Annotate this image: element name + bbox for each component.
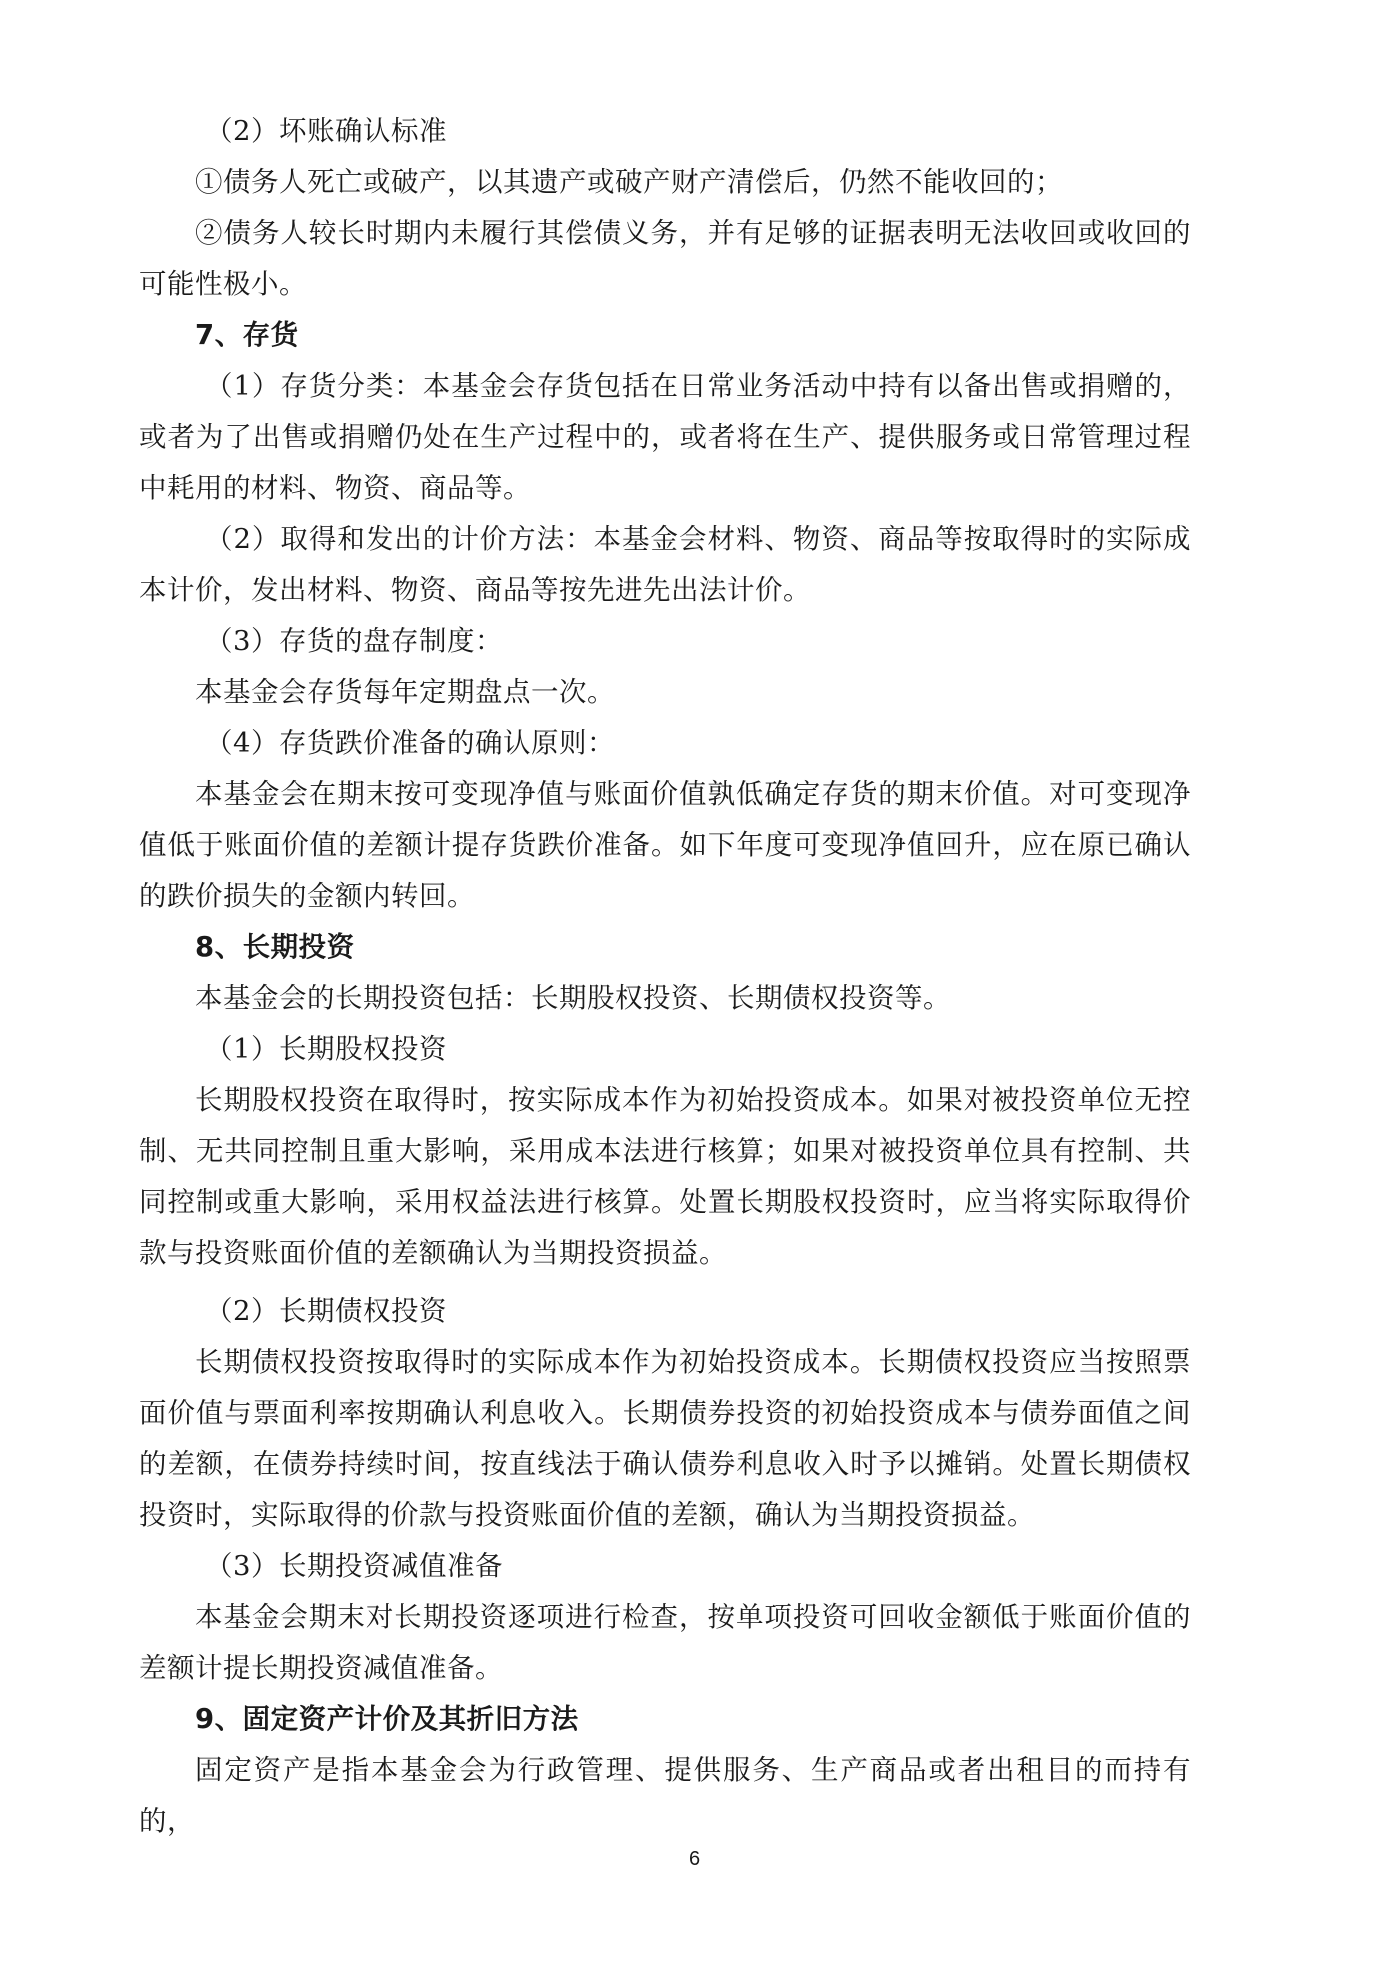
paragraph: 固定资产是指本基金会为行政管理、提供服务、生产商品或者出租目的而持有的， [139, 1754, 1191, 1837]
paragraph: （1）长期股权投资 [205, 1033, 447, 1065]
paragraph: 本基金会存货每年定期盘点一次。 [195, 676, 615, 708]
paragraph: 长期股权投资在取得时，按实际成本作为初始投资成本。如果对被投资单位无控制、无共同控制且重大影响，采用成本法进行核算；如果对被投资单位具有控制、共同控制或重大影响，采用权益法进行核算。处置长期股权投资时，应当将实际取得价款与投资账面价值的差额确认为当期投资损益。 [139, 1084, 1191, 1269]
section-heading: 8、长期投资 [195, 931, 355, 963]
section-heading: 7、存货 [195, 319, 299, 351]
paragraph: 本基金会在期末按可变现净值与账面价值孰低确定存货的期末价值。对可变现净值低于账面价值的差额计提存货跌价准备。如下年度可变现净值回升，应在原已确认的跌价损失的金额内转回。 [139, 778, 1191, 912]
paragraph: ①债务人死亡或破产，以其遗产或破产财产清偿后，仍然不能收回的； [195, 166, 1063, 198]
paragraph: （3）存货的盘存制度： [205, 625, 503, 657]
paragraph: 长期债权投资按取得时的实际成本作为初始投资成本。长期债权投资应当按照票面价值与票面利率按期确认利息收入。长期债券投资的初始投资成本与债券面值之间的差额，在债券持续时间，按直线法于确认债券利息收入时予以摊销。处置长期债权投资时，实际取得的价款与投资账面价值的差额，确认为当期投资损益。 [139, 1346, 1191, 1531]
paragraph: ②债务人较长时期内未履行其偿债义务，并有足够的证据表明无法收回或收回的可能性极小。 [139, 217, 1191, 300]
page-number: 6 [688, 1848, 701, 1870]
paragraph: （2）长期债权投资 [205, 1295, 447, 1327]
paragraph: 本基金会的长期投资包括：长期股权投资、长期债权投资等。 [195, 982, 951, 1014]
paragraph: （2）坏账确认标准 [205, 115, 447, 147]
paragraph: 本基金会期末对长期投资逐项进行检查，按单项投资可回收金额低于账面价值的差额计提长期投资减值准备。 [139, 1601, 1191, 1684]
document-body [139, 106, 1191, 1847]
paragraph: （1）存货分类：本基金会存货包括在日常业务活动中持有以备出售或捐赠的，或者为了出售或捐赠仍处在生产过程中的，或者将在生产、提供服务或日常管理过程中耗用的材料、物资、商品等。 [139, 370, 1191, 504]
section-heading: 9、固定资产计价及其折旧方法 [195, 1703, 579, 1735]
paragraph: （4）存货跌价准备的确认原则： [205, 727, 615, 759]
paragraph: （3）长期投资减值准备 [205, 1550, 503, 1582]
paragraph: （2）取得和发出的计价方法：本基金会材料、物资、商品等按取得时的实际成本计价，发出材料、物资、商品等按先进先出法计价。 [139, 523, 1191, 606]
